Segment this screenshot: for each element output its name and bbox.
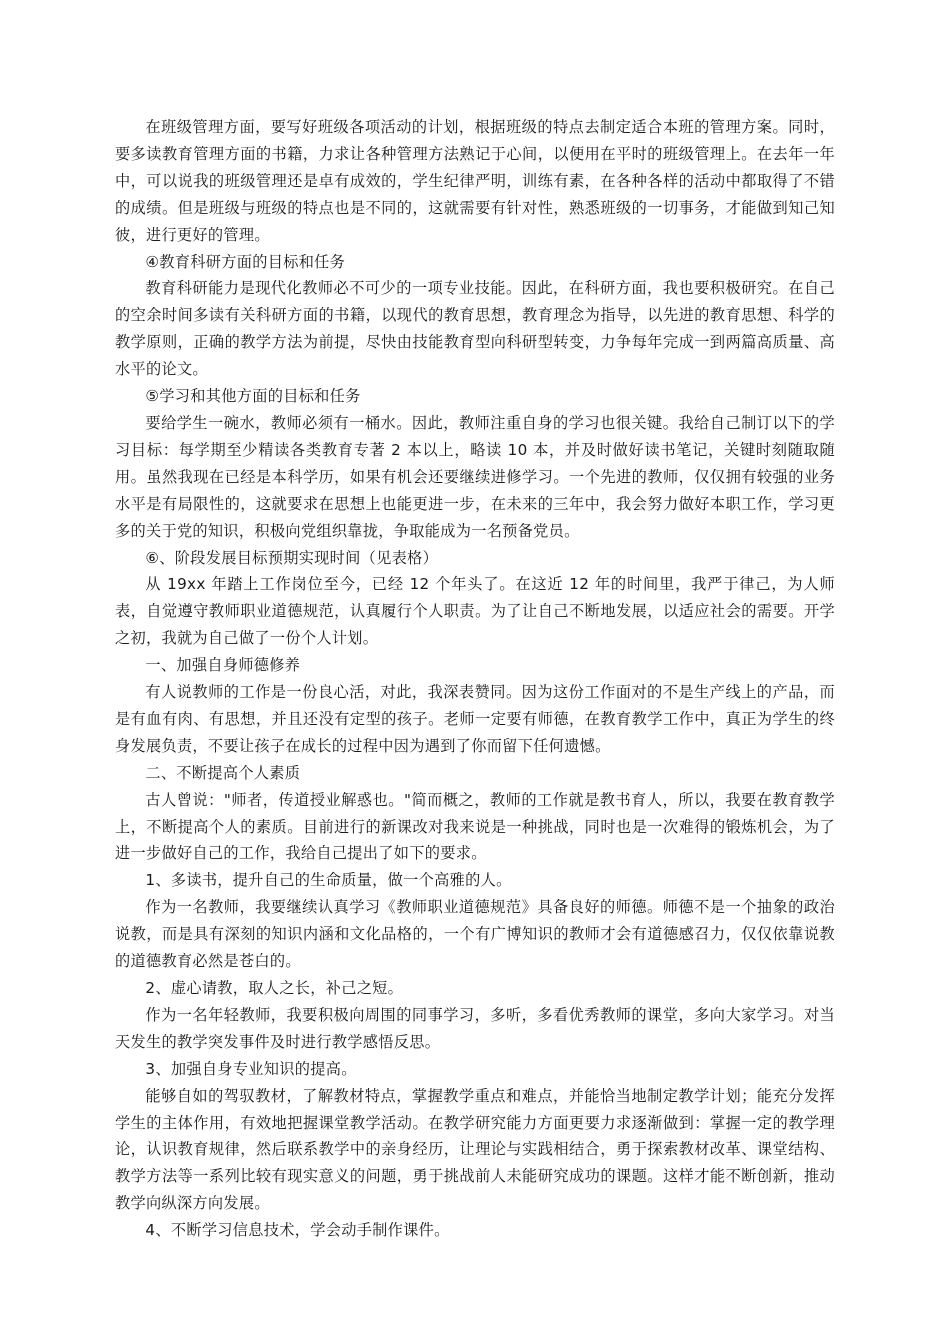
paragraph-ask-advice: 作为一名年轻教师，我要积极向周围的同事学习，多听，多看优秀教师的课堂，多向大家学习。对当天发生的教学突发事件及时进行教学感悟反思。 <box>115 1005 835 1051</box>
heading-quality: 二、不断提高个人素质 <box>145 763 301 782</box>
paragraph-study: 要给学生一碗水，教师必须有一桶水。因此，教师注重自身的学习也很关键。我给自己制订以下的学习目标：每学期至少精读各类教育专著 2 本以上，略读 10 本，并及时做好读书笔记，关键时刻随取随用。虽然我现在已经是本科学历，如果有机会还要继续进修学习。一个先进的教师，仅仅拥有较强的业务水平是有局限性的，这就要求在思想上也能更进一步，在未来的三年中，我会努力做好本职工作，学习更多的关于党的知识，积极向党组织靠拢，争取能成为一名预备党员。 <box>115 413 835 540</box>
paragraph-professional-knowledge: 能够自如的驾驭教材，了解教材特点，掌握教学重点和难点，并能恰当地制定教学计划；能充分发挥学生的主体作用，有效地把握课堂教学活动。在教学研究能力方面更要力求逐渐做到：掌握一定的教学理论，认识教育规律，然后联系教学中的亲身经历，让理论与实践相结合，勇于探索教材改革、课堂结构、教学方法等一系列比较有现实意义的问题，勇于挑战前人未能研究成功的课题。这样才能不断创新，推动教学向纵深方向发展。 <box>115 1086 835 1213</box>
paragraph-ethics: 有人说教师的工作是一份良心活，对此，我深表赞同。因为这份工作面对的不是生产线上的产品，而是有血有肉、有思想，并且还没有定型的孩子。老师一定要有师德，在教育教学工作中，真正为学生的终身发展负责，不要让孩子在成长的过程中因为遇到了你而留下任何遗憾。 <box>115 683 835 755</box>
paragraph-research: 教育科研能力是现代化教师必不可少的一项专业技能。因此，在科研方面，我也要积极研究。在自己的空余时间多读有关科研方面的书籍，以现代的教育思想，教育理念为指导，以先进的教育思想、科学的教学原则，正确的教学方法为前提，尽快由技能教育型向科研型转变，力争每年完成一到两篇高质量、高水平的论文。 <box>115 279 835 379</box>
paragraph-quality: 古人曾说："师者，传道授业解惑也。"简而概之，教师的工作就是教书育人，所以，我要在教育教学上，不断提高个人的素质。目前进行的新课改对我来说是一种挑战，同时也是一次难得的锻炼机会，为了进一步做好自己的工作，我给自己提出了如下的要求。 <box>115 790 835 863</box>
document-page <box>115 114 835 1244</box>
heading-research-goals: ④教育科研方面的目标和任务 <box>145 252 346 271</box>
item-ask-advice: 2、虚心请教，取人之长，补己之短。 <box>145 979 404 997</box>
item-read-books: 1、多读书，提升自己的生命质量，做一个高雅的人。 <box>145 871 512 890</box>
paragraph-class-management: 在班级管理方面，要写好班级各项活动的计划，根据班级的特点去制定适合本班的管理方案。同时，要多读教育管理方面的书籍，力求让各种管理方法熟记于心间，以便用在平时的班级管理上。在去年一年中，可以说我的班级管理还是卓有成效的，学生纪律严明，训练有素，在各种各样的活动中都取得了不错的成绩。但是班级与班级的特点也是不同的，这就需要有针对性，熟悉班级的一切事务，才能做到知己知彼，进行更好的管理。 <box>115 118 835 244</box>
item-professional-knowledge: 3、加强自身专业知识的提高。 <box>145 1059 357 1078</box>
paragraph-read-books: 作为一名教师，我要继续认真学习《教师职业道德规范》具备良好的师德。师德不是一个抽象的政治说教，而是具有深刻的知识内涵和文化品格的，一个有广博知识的教师才会有道德感召力，仅仅依靠说教的道德教育必然是苍白的。 <box>115 898 835 971</box>
heading-ethics: 一、加强自身师德修养 <box>145 656 301 675</box>
heading-study-goals: ⑤学习和其他方面的目标和任务 <box>145 387 361 406</box>
item-information-technology: 4、不断学习信息技术，学会动手制作课件。 <box>145 1221 450 1240</box>
heading-timeline: ⑥、阶段发展目标预期实现时间（见表格） <box>145 548 439 567</box>
paragraph-career-intro: 从 19xx 年踏上工作岗位至今，已经 12 个年头了。在这近 12 年的时间里，我严于律己，为人师表，自觉遵守教师职业道德规范，认真履行个人职责。为了让自己不断地发展，以适应社会的需要。开学之初，我就为自己做了一份个人计划。 <box>115 575 835 648</box>
